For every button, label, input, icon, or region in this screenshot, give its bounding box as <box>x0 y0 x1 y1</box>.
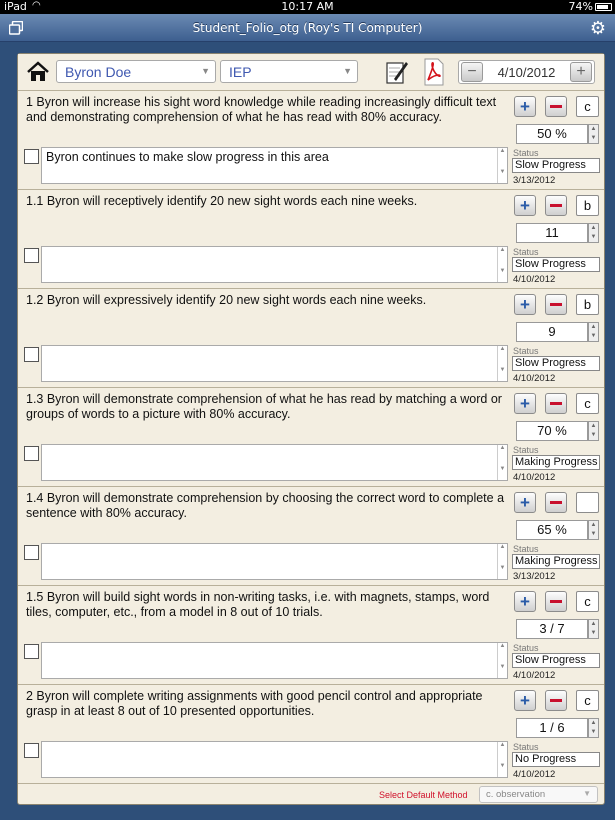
chevron-down-icon: ▼ <box>201 66 210 76</box>
pdf-icon[interactable] <box>424 58 444 86</box>
note-field[interactable] <box>41 444 508 481</box>
minus-icon <box>550 105 562 108</box>
plan-select[interactable] <box>220 60 358 83</box>
status-date: 3/13/2012 <box>513 571 556 582</box>
minus-icon <box>550 600 562 603</box>
goal-row <box>18 91 604 190</box>
status-field[interactable]: Slow Progress <box>512 257 600 272</box>
status-date: 4/10/2012 <box>513 274 556 285</box>
score-field[interactable]: 70 % <box>516 421 588 441</box>
add-score-button[interactable]: + <box>514 492 536 513</box>
goal-checkbox[interactable] <box>24 743 39 758</box>
remove-score-button[interactable] <box>545 294 567 315</box>
home-icon[interactable] <box>26 60 50 84</box>
goal-checkbox[interactable] <box>24 446 39 461</box>
date-stepper <box>458 60 595 84</box>
score-stepper[interactable]: ▲ ▼ <box>588 223 599 243</box>
default-method-select[interactable] <box>479 786 598 803</box>
window-title-bar <box>0 14 615 42</box>
minus-icon <box>550 402 562 405</box>
status-date: 4/10/2012 <box>513 472 556 483</box>
note-field[interactable] <box>41 345 508 382</box>
score-stepper[interactable]: ▲ ▼ <box>588 322 599 342</box>
goal-text: 1.1 Byron will receptively identify 20 new sight words each nine weeks. <box>26 194 418 208</box>
remove-score-button[interactable] <box>545 690 567 711</box>
score-field[interactable]: 65 % <box>516 520 588 540</box>
student-select-value: Byron Doe <box>65 64 132 80</box>
add-score-button[interactable]: + <box>514 96 536 117</box>
note-field[interactable]: Byron continues to make slow progress in this area <box>41 147 508 184</box>
goal-row <box>18 487 604 586</box>
score-field[interactable]: 3 / 7 <box>516 619 588 639</box>
status-label: Status <box>513 742 539 752</box>
status-field[interactable]: No Progress <box>512 752 600 767</box>
score-stepper[interactable]: ▲ ▼ <box>588 718 599 738</box>
method-field[interactable]: c <box>576 591 599 612</box>
chevron-down-icon: ▼ <box>343 66 352 76</box>
score-field[interactable]: 11 <box>516 223 588 243</box>
method-field[interactable]: c <box>576 393 599 414</box>
goal-checkbox[interactable] <box>24 545 39 560</box>
status-field[interactable]: Slow Progress <box>512 158 600 173</box>
clock: 10:17 AM <box>281 0 334 13</box>
status-label: Status <box>513 247 539 257</box>
remove-score-button[interactable] <box>545 96 567 117</box>
score-stepper[interactable]: ▲ ▼ <box>588 619 599 639</box>
next-date-button[interactable]: + <box>570 62 592 82</box>
remove-score-button[interactable] <box>545 591 567 612</box>
status-field[interactable]: Making Progress <box>512 554 600 569</box>
goal-row <box>18 586 604 685</box>
default-method-value: c. observation <box>486 789 546 800</box>
score-stepper[interactable]: ▲ ▼ <box>588 421 599 441</box>
window-title: Student_Folio_otg (Roy's TI Computer) <box>192 21 423 35</box>
goal-row <box>18 388 604 487</box>
add-score-button[interactable]: + <box>514 591 536 612</box>
goal-text: 1.5 Byron will build sight words in non-writing tasks, i.e. with magnets, stamps, word tiles, computer, etc., from a model in 8 out of 10 trials. <box>26 590 490 619</box>
method-field[interactable] <box>576 492 599 513</box>
note-scrollbar[interactable]: ▲ ▼ <box>497 742 507 777</box>
battery-icon <box>595 3 612 11</box>
gear-icon[interactable]: ⚙ <box>589 18 607 38</box>
status-date: 4/10/2012 <box>513 670 556 681</box>
note-field[interactable] <box>41 543 508 580</box>
note-scrollbar[interactable]: ▲ ▼ <box>497 346 507 381</box>
goal-text: 1.3 Byron will demonstrate comprehension of what he has read by matching a word or groups of words to a picture with 80% accuracy. <box>26 392 502 421</box>
battery-percent: 74% <box>568 0 593 13</box>
status-field[interactable]: Making Progress <box>512 455 600 470</box>
goal-row <box>18 685 604 784</box>
add-score-button[interactable]: + <box>514 195 536 216</box>
note-scrollbar[interactable]: ▲ ▼ <box>497 544 507 579</box>
add-score-button[interactable]: + <box>514 294 536 315</box>
toolbar <box>18 54 604 91</box>
remove-score-button[interactable] <box>545 195 567 216</box>
status-date: 4/10/2012 <box>513 373 556 384</box>
plan-select-value: IEP <box>229 64 252 80</box>
goal-checkbox[interactable] <box>24 149 39 164</box>
ios-status-bar <box>0 0 615 14</box>
add-score-button[interactable]: + <box>514 393 536 414</box>
status-label: Status <box>513 346 539 356</box>
method-field[interactable]: b <box>576 294 599 315</box>
footer <box>18 784 604 805</box>
status-label: Status <box>513 643 539 653</box>
wifi-icon: ◠ <box>32 0 41 11</box>
add-score-button[interactable]: + <box>514 690 536 711</box>
goal-text: 1.4 Byron will demonstrate comprehension by choosing the correct word to complete a sentence with 80% accuracy. <box>26 491 505 520</box>
minus-icon <box>550 204 562 207</box>
method-field[interactable]: c <box>576 96 599 117</box>
status-field[interactable]: Slow Progress <box>512 653 600 668</box>
previous-date-button[interactable]: − <box>461 62 483 82</box>
note-scrollbar[interactable]: ▲ ▼ <box>497 247 507 282</box>
goal-text: 1 Byron will increase his sight word knowledge while reading increasingly difficult text and demonstrating comprehension of what he has read with 80% accuracy. <box>26 95 497 124</box>
note-scrollbar[interactable]: ▲ ▼ <box>497 148 507 183</box>
status-date: 4/10/2012 <box>513 769 556 780</box>
minus-icon <box>550 501 562 504</box>
score-field[interactable]: 1 / 6 <box>516 718 588 738</box>
goal-text: 1.2 Byron will expressively identify 20 new sight words each nine weeks. <box>26 293 427 307</box>
student-select[interactable] <box>56 60 216 83</box>
goal-checkbox[interactable] <box>24 644 39 659</box>
status-label: Status <box>513 544 539 554</box>
method-field[interactable]: b <box>576 195 599 216</box>
score-stepper[interactable]: ▲ ▼ <box>588 124 599 144</box>
status-label: Status <box>513 445 539 455</box>
remove-score-button[interactable] <box>545 492 567 513</box>
note-field[interactable] <box>41 642 508 679</box>
status-field[interactable]: Slow Progress <box>512 356 600 371</box>
goal-row <box>18 190 604 289</box>
status-date: 3/13/2012 <box>513 175 556 186</box>
status-label: Status <box>513 148 539 158</box>
carrier-label: iPad <box>4 0 27 13</box>
note-field[interactable] <box>41 246 508 283</box>
score-stepper[interactable]: ▲ ▼ <box>588 520 599 540</box>
score-field[interactable]: 50 % <box>516 124 588 144</box>
default-method-label: Select Default Method <box>379 790 468 800</box>
minus-icon <box>550 699 562 702</box>
score-field[interactable]: 9 <box>516 322 588 342</box>
note-scrollbar[interactable]: ▲ ▼ <box>497 643 507 678</box>
current-date[interactable]: 4/10/2012 <box>497 65 556 80</box>
method-field[interactable]: c <box>576 690 599 711</box>
edit-notepad-icon[interactable] <box>385 59 409 85</box>
goal-checkbox[interactable] <box>24 347 39 362</box>
goal-text: 2 Byron will complete writing assignments with good pencil control and appropriate grasp in at least 8 out of 10 presented opportunities. <box>26 689 483 718</box>
chevron-down-icon: ▼ <box>583 789 591 798</box>
minus-icon <box>550 303 562 306</box>
note-scrollbar[interactable]: ▲ ▼ <box>497 445 507 480</box>
goal-row <box>18 289 604 388</box>
remove-score-button[interactable] <box>545 393 567 414</box>
note-field[interactable] <box>41 741 508 778</box>
goals-panel <box>17 53 605 805</box>
goal-checkbox[interactable] <box>24 248 39 263</box>
